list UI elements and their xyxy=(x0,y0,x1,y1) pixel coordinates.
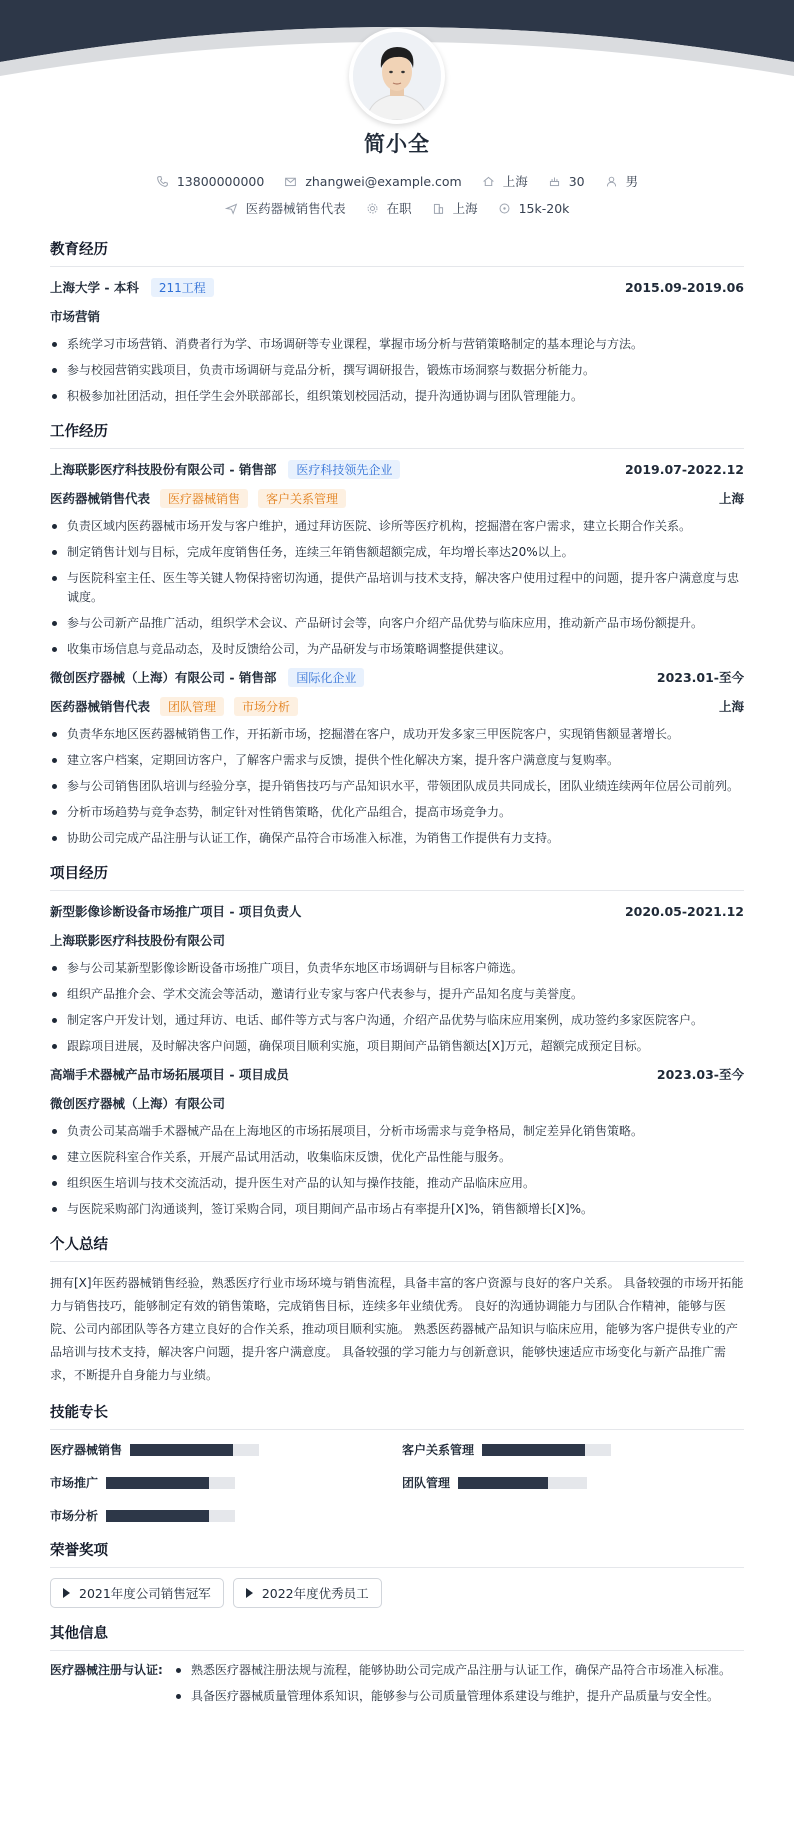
skill-bar-fill xyxy=(482,1444,585,1456)
skill-item xyxy=(50,1506,402,1525)
job-role: 医药器械销售代表 xyxy=(50,491,151,506)
list-item: 制定销售计划与目标，完成年度销售任务，连续三年销售额超额完成，年均增长率达20%以上。 xyxy=(50,543,744,562)
candidate-name: 简小全 xyxy=(364,132,430,156)
skill-bar xyxy=(130,1444,259,1456)
company-name: 微创医疗器械（上海）有限公司 - 销售部 xyxy=(50,670,277,685)
gear-icon xyxy=(366,202,379,215)
gender-text: 男 xyxy=(625,174,639,189)
job-role: 医药器械销售代表 xyxy=(50,699,151,714)
school-name: 上海大学 - 本科 xyxy=(50,280,139,295)
company-tag: 国际化企业 xyxy=(288,668,364,687)
project-entry xyxy=(50,1064,744,1219)
salary xyxy=(498,201,570,216)
list-item: 负责区域内医药器械市场开发与客户维护，通过拜访医院、诊所等医疗机构，挖掘潜在客户需求，建立长期合作关系。 xyxy=(50,517,744,536)
position-text: 医药器械销售代表 xyxy=(245,201,346,216)
list-item: 建立客户档案，定期回访客户，了解客户需求与反馈，提供个性化解决方案，提升客户满意度与复购率。 xyxy=(50,751,744,770)
job-intent-row xyxy=(0,199,794,217)
company-name: 上海联影医疗科技股份有限公司 - 销售部 xyxy=(50,462,277,477)
avatar xyxy=(349,28,445,124)
skill-item xyxy=(402,1473,744,1492)
company-tag: 医疗科技领先企业 xyxy=(288,460,400,479)
work-city-text: 上海 xyxy=(452,201,478,216)
job-period: 2019.07-2022.12 xyxy=(624,461,744,477)
work-section xyxy=(50,420,744,848)
award-label: 2021年度公司销售冠军 xyxy=(79,1586,211,1601)
skill-bar xyxy=(482,1444,611,1456)
job-entry xyxy=(50,459,744,659)
contact-row xyxy=(0,172,794,190)
age xyxy=(548,174,585,189)
project-name: 新型影像诊断设备市场推广项目 - 项目负责人 xyxy=(50,904,302,919)
cake-icon xyxy=(548,175,561,188)
work-city xyxy=(432,199,478,217)
city-text: 上海 xyxy=(502,174,528,189)
user-icon xyxy=(605,175,618,188)
list-item: 参与公司新产品推广活动，组织学术会议、产品研讨会等，向客户介绍产品优势与临床应用，推动新产品市场份额提升。 xyxy=(50,614,744,633)
projects-title: 项目经历 xyxy=(50,862,744,891)
school-tag: 211工程 xyxy=(151,278,214,297)
major: 市场营销 xyxy=(50,309,101,324)
skill-item xyxy=(50,1440,402,1459)
list-item: 参与校园营销实践项目，负责市场调研与竞品分析，撰写调研报告，锻炼市场洞察与数据分析能力。 xyxy=(50,361,744,380)
position xyxy=(225,199,346,217)
job-location: 上海 xyxy=(718,699,744,714)
skill-tag: 医疗器械销售 xyxy=(160,489,248,508)
skill-bar xyxy=(106,1510,235,1522)
status xyxy=(366,199,412,217)
education-period: 2015.09-2019.06 xyxy=(624,279,744,295)
project-org: 上海联影医疗科技股份有限公司 xyxy=(50,933,226,948)
list-item: 跟踪项目进展，及时解决客户问题，确保项目顺利实施，项目期间产品销售额达[X]万元，超额完成预定目标。 xyxy=(50,1037,744,1056)
skill-bar xyxy=(458,1477,587,1489)
projects-section xyxy=(50,862,744,1219)
project-name: 高端手术器械产品市场拓展项目 - 项目成员 xyxy=(50,1067,289,1082)
summary-title: 个人总结 xyxy=(50,1233,744,1262)
gender xyxy=(605,172,639,190)
list-item: 具备医疗器械质量管理体系知识，能够参与公司质量管理体系建设与维护，提升产品质量与安全性。 xyxy=(174,1687,744,1706)
major-row xyxy=(50,306,744,326)
list-item: 参与公司销售团队培训与经验分享，提升销售技巧与产品知识水平，带领团队成员共同成长，团队业绩连续两年位居公司前列。 xyxy=(50,777,744,796)
play-icon xyxy=(246,1588,253,1598)
skill-bar-fill xyxy=(106,1477,209,1489)
coin-icon xyxy=(498,202,511,215)
list-item: 组织产品推介会、学术交流会等活动，邀请行业专家与客户代表参与，提升产品知名度与美誉度。 xyxy=(50,985,744,1004)
send-icon xyxy=(225,202,238,215)
awards-title: 荣誉奖项 xyxy=(50,1539,744,1568)
project-org: 微创医疗器械（上海）有限公司 xyxy=(50,1096,226,1111)
skills-title: 技能专长 xyxy=(50,1401,744,1430)
summary-text: 拥有[X]年医药器械销售经验，熟悉医疗行业市场环境与销售流程，具备丰富的客户资源与良好的客户关系。 具备较强的市场开拓能力与销售技巧，能够制定有效的销售策略，完成销售目标，连续多年业绩优秀。 良好的沟通协调能力与团队合作精神，能够与医院、公司内部团队等各方建立良好的合作关系，推动项目顺利实施。 熟悉医药器械产品知识与临床应用，能够为客户提供专业的产品培训与技术支持，解决客户问题，提升客户满意度。 具备较强的学习能力与创新意识，能够快速适应市场变化与新产品推广需求，不断提升自身能力与业绩。 xyxy=(50,1276,744,1382)
skill-name: 医疗器械销售 xyxy=(50,1443,123,1457)
list-item: 负责公司某高端手术器械产品在上海地区的市场拓展项目，分析市场需求与竞争格局，制定差异化销售策略。 xyxy=(50,1122,744,1141)
list-item: 系统学习市场营销、消费者行为学、市场调研等专业课程，掌握市场分析与营销策略制定的基本理论与方法。 xyxy=(50,335,744,354)
project-period: 2020.05-2021.12 xyxy=(624,903,744,919)
list-item: 参与公司某新型影像诊断设备市场推广项目，负责华东地区市场调研与目标客户筛选。 xyxy=(50,959,744,978)
job-entry xyxy=(50,667,744,848)
skill-bar-fill xyxy=(130,1444,233,1456)
skill-name: 市场推广 xyxy=(50,1476,99,1490)
mail-icon xyxy=(284,175,297,188)
status-text: 在职 xyxy=(386,201,412,216)
skill-item xyxy=(402,1440,744,1459)
list-item: 协助公司完成产品注册与认证工作，确保产品符合市场准入标准，为销售工作提供有力支持。 xyxy=(50,829,744,848)
list-item: 分析市场趋势与竞争态势，制定针对性销售策略，优化产品组合，提高市场竞争力。 xyxy=(50,803,744,822)
summary-section xyxy=(50,1233,744,1387)
skill-name: 客户关系管理 xyxy=(402,1443,475,1457)
list-item: 熟悉医疗器械注册法规与流程，能够协助公司完成产品注册与认证工作，确保产品符合市场准入标准。 xyxy=(174,1661,744,1680)
list-item: 与医院采购部门沟通谈判，签订采购合同，项目期间产品市场占有率提升[X]%，销售额增长[X]%。 xyxy=(50,1200,744,1219)
education-header xyxy=(50,277,744,297)
project-entry xyxy=(50,901,744,1056)
list-item: 积极参加社团活动，担任学生会外联部部长，组织策划校园活动，提升沟通协调与团队管理能力。 xyxy=(50,387,744,406)
education-title: 教育经历 xyxy=(50,238,744,267)
skill-name: 团队管理 xyxy=(402,1476,451,1490)
list-item: 负责华东地区医药器械销售工作，开拓新市场，挖掘潜在客户，成功开发多家三甲医院客户，实现销售额显著增长。 xyxy=(50,725,744,744)
skill-name: 市场分析 xyxy=(50,1509,99,1523)
job-location: 上海 xyxy=(718,491,744,506)
project-period: 2023.03-至今 xyxy=(656,1067,744,1082)
job-period: 2023.01-至今 xyxy=(656,670,744,685)
list-item: 组织医生培训与技术交流活动，提升医生对产品的认知与操作技能，推动产品临床应用。 xyxy=(50,1174,744,1193)
skill-tag: 团队管理 xyxy=(160,697,224,716)
skills-section xyxy=(50,1401,744,1525)
other-section xyxy=(50,1622,744,1721)
skill-bar-fill xyxy=(106,1510,209,1522)
skill-item xyxy=(50,1473,402,1492)
other-label: 医疗器械注册与认证: xyxy=(50,1663,163,1677)
skill-bar xyxy=(106,1477,235,1489)
phone-text: 13800000000 xyxy=(176,173,265,189)
skill-bar-fill xyxy=(458,1477,548,1489)
city xyxy=(482,172,528,190)
education-bullets xyxy=(50,335,744,406)
play-icon xyxy=(63,1588,70,1598)
award-item xyxy=(50,1578,224,1608)
building-icon xyxy=(432,202,445,215)
education-section xyxy=(50,238,744,406)
list-item: 收集市场信息与竞品动态，及时反馈给公司，为产品研发与市场策略调整提供建议。 xyxy=(50,640,744,659)
list-item: 与医院科室主任、医生等关键人物保持密切沟通，提供产品培训与技术支持，解决客户使用过程中的问题，提升客户满意度与忠诚度。 xyxy=(50,569,744,607)
skill-tag: 客户关系管理 xyxy=(258,489,346,508)
phone xyxy=(156,174,264,189)
email xyxy=(284,174,461,189)
phone-icon xyxy=(156,175,169,188)
work-title: 工作经历 xyxy=(50,420,744,449)
email-text: zhangwei@example.com xyxy=(305,173,462,189)
home-icon xyxy=(482,175,495,188)
skill-tag: 市场分析 xyxy=(234,697,298,716)
salary-text: 15k-20k xyxy=(518,200,570,216)
award-label: 2022年度优秀员工 xyxy=(261,1586,369,1601)
age-text: 30 xyxy=(568,173,585,189)
other-title: 其他信息 xyxy=(50,1622,744,1651)
award-item xyxy=(233,1578,382,1608)
resume-body xyxy=(50,238,744,1735)
list-item: 建立医院科室合作关系，开展产品试用活动，收集临床反馈，优化产品性能与服务。 xyxy=(50,1148,744,1167)
awards-section xyxy=(50,1539,744,1608)
list-item: 制定客户开发计划，通过拜访、电话、邮件等方式与客户沟通，介绍产品优势与临床应用案例，成功签约多家医院客户。 xyxy=(50,1011,744,1030)
